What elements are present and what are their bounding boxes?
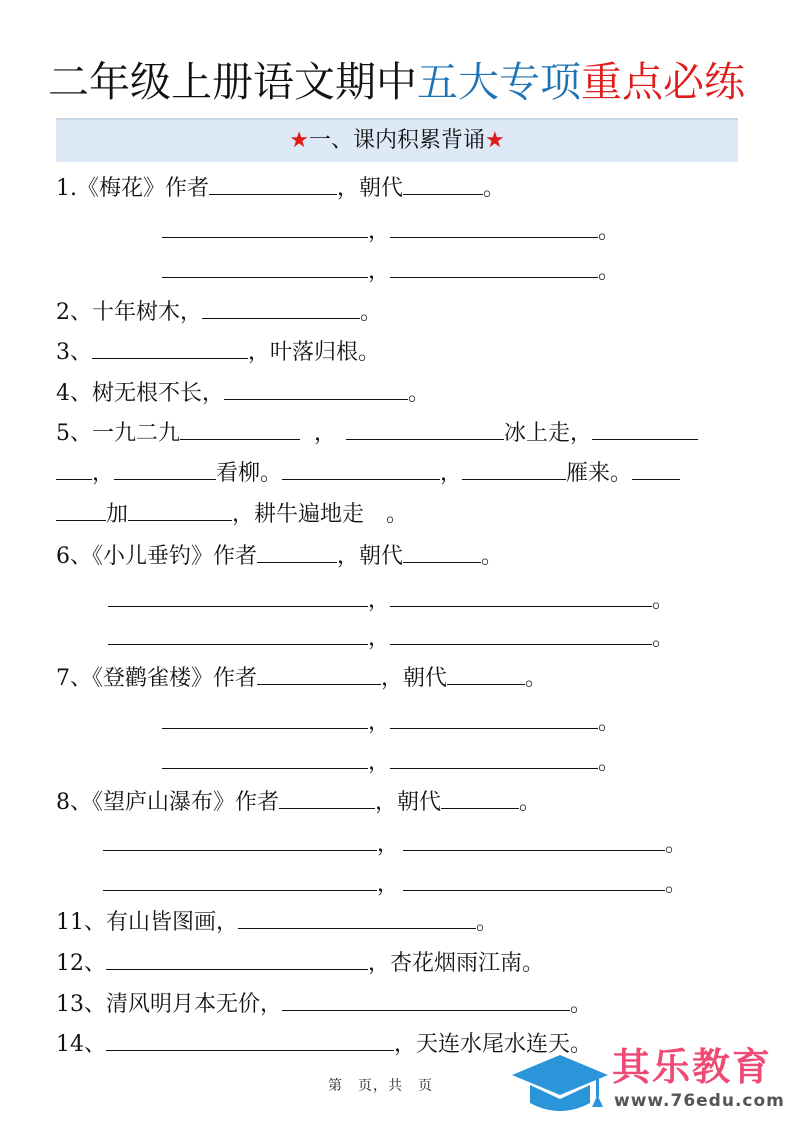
blank-author[interactable] <box>257 662 381 685</box>
blank-answer[interactable] <box>346 417 504 440</box>
blank-verse[interactable] <box>390 622 652 645</box>
graduation-cap-icon <box>512 1055 608 1115</box>
question-12: 12、 ，杏花烟雨江南。 <box>56 947 544 979</box>
blank-answer[interactable] <box>106 1028 394 1051</box>
blank-author[interactable] <box>279 786 375 809</box>
blank-answer[interactable] <box>202 296 360 319</box>
blank-dynasty[interactable] <box>403 172 483 195</box>
blank-answer[interactable] <box>282 457 440 480</box>
blank-verse[interactable] <box>162 706 368 729</box>
blank-verse[interactable] <box>108 584 368 607</box>
poem-line: ， 。 <box>162 255 620 287</box>
blank-author[interactable] <box>209 172 337 195</box>
blank-dynasty[interactable] <box>447 662 525 685</box>
section-title <box>56 120 738 162</box>
question-11: 11、有山皆图画， 。 <box>56 906 498 938</box>
blank-dynasty[interactable] <box>441 786 519 809</box>
watermark-logo <box>512 1045 785 1117</box>
blank-verse[interactable] <box>390 706 598 729</box>
blank-answer[interactable] <box>632 457 680 480</box>
question-13: 13、清风明月本无价， 。 <box>56 988 592 1020</box>
blank-verse[interactable] <box>390 255 598 278</box>
blank-answer[interactable] <box>56 498 106 521</box>
poem-line: ， 。 <box>108 622 674 654</box>
question-5-line3: 加 ，耕牛遍地走 。 <box>56 498 408 530</box>
blank-answer[interactable] <box>238 906 476 929</box>
question-8: 8、《望庐山瀑布》作者 ，朝代 。 <box>56 786 541 818</box>
page-title <box>0 52 793 112</box>
blank-verse[interactable] <box>108 622 368 645</box>
watermark-name: 其乐教育 <box>612 1045 773 1089</box>
blank-verse[interactable] <box>162 215 368 238</box>
blank-verse[interactable] <box>403 828 665 851</box>
blank-answer[interactable] <box>128 498 232 521</box>
poem-line: ， 。 <box>108 584 674 616</box>
page-footer: 第 页，共 页 <box>328 1078 433 1094</box>
blank-verse[interactable] <box>403 868 665 891</box>
blank-answer[interactable] <box>180 417 300 440</box>
poem-line: ， 。 <box>103 868 687 900</box>
blank-verse[interactable] <box>390 746 598 769</box>
blank-verse[interactable] <box>103 828 377 851</box>
title-blue: 五大专项 <box>417 58 581 106</box>
blank-verse[interactable] <box>162 255 368 278</box>
blank-answer[interactable] <box>106 947 368 970</box>
blank-author[interactable] <box>257 540 337 563</box>
blank-answer[interactable] <box>114 457 216 480</box>
title-black: 二年级上册语文期中 <box>48 58 417 106</box>
blank-answer[interactable] <box>56 457 92 480</box>
blank-verse[interactable] <box>162 746 368 769</box>
section-title-text: 一、课内积累背诵 <box>308 128 485 153</box>
blank-answer[interactable] <box>462 457 566 480</box>
title-red: 重点必练 <box>581 58 745 106</box>
blank-verse[interactable] <box>390 215 598 238</box>
section-header-bar <box>56 118 738 162</box>
star-icon: ★ <box>485 128 505 153</box>
question-1: 1.《梅花》作者 ，朝代 。 <box>56 172 505 204</box>
question-3: 3、 ，叶落归根。 <box>56 336 380 368</box>
question-7: 7、《登鹳雀楼》作者 ，朝代 。 <box>56 662 547 694</box>
blank-answer[interactable] <box>592 417 698 440</box>
poem-line: ， 。 <box>162 746 620 778</box>
blank-dynasty[interactable] <box>403 540 481 563</box>
question-5-line2: ， 看柳。 ， 雁来。 <box>56 457 680 489</box>
question-2: 2、十年树木， 。 <box>56 296 382 328</box>
poem-line: ， 。 <box>162 706 620 738</box>
question-14: 14、 ，天连水尾水连天。 <box>56 1028 592 1060</box>
blank-answer[interactable] <box>92 336 248 359</box>
poem-line: ， 。 <box>103 828 687 860</box>
watermark-url: www.76edu.com <box>614 1091 785 1111</box>
star-icon: ★ <box>289 128 309 153</box>
blank-answer[interactable] <box>224 377 408 400</box>
blank-verse[interactable] <box>103 868 377 891</box>
question-5-line1: 5、一九二九 ， 冰上走， <box>56 417 698 449</box>
question-6: 6、《小儿垂钓》作者 ，朝代 。 <box>56 540 503 572</box>
blank-verse[interactable] <box>390 584 652 607</box>
question-4: 4、树无根不长， 。 <box>56 377 430 409</box>
poem-line: ， 。 <box>162 215 620 247</box>
blank-answer[interactable] <box>282 988 570 1011</box>
